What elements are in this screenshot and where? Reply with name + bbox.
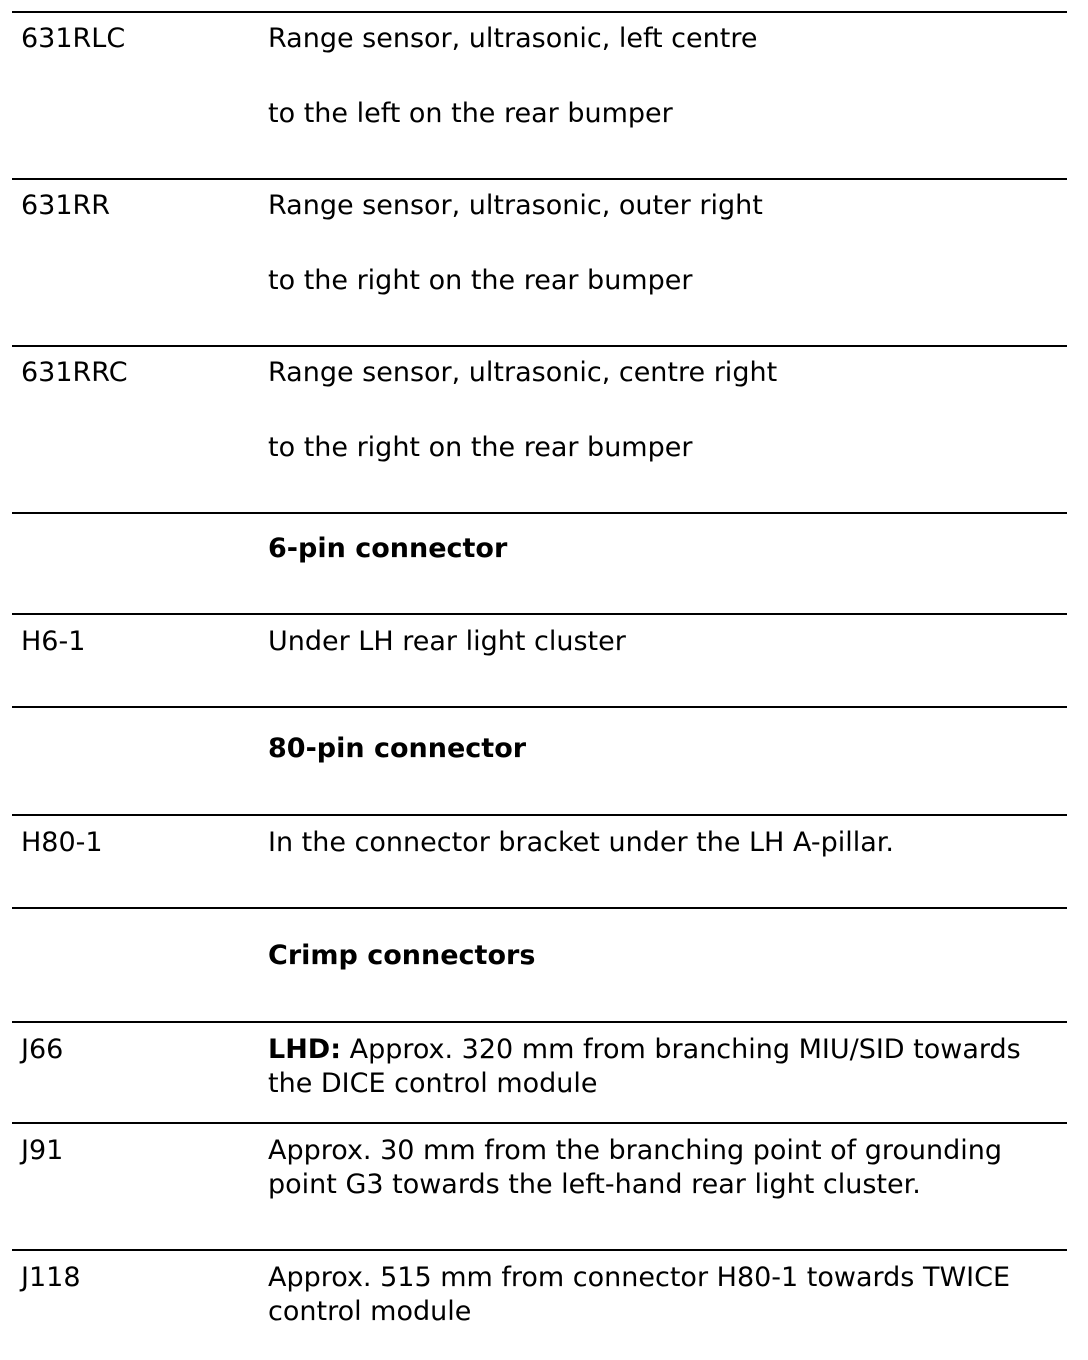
row-divider <box>12 1249 1067 1251</box>
component-code: 631RRC <box>21 357 128 388</box>
section-heading: 6-pin connector <box>268 533 508 564</box>
component-code: J118 <box>21 1262 81 1293</box>
row-divider <box>12 512 1067 514</box>
component-description: Approx. 30 mm from the branching point of grounding point G3 towards the left-hand rear light cluster. <box>268 1135 1003 1200</box>
row-divider <box>12 706 1067 708</box>
component-description: Under LH rear light cluster <box>268 626 626 657</box>
component-description: Range sensor, ultrasonic, outer right <box>268 190 763 221</box>
section-heading: 80-pin connector <box>268 733 527 764</box>
component-description: Range sensor, ultrasonic, left centre <box>268 23 758 54</box>
row-divider <box>12 1021 1067 1023</box>
description-text: Approx. 320 mm from branching MIU/SID towards the DICE control module <box>268 1034 1021 1099</box>
component-description <box>268 1033 1058 1101</box>
component-code: J66 <box>21 1034 64 1065</box>
component-location: to the right on the rear bumper <box>268 265 693 296</box>
component-code: H6-1 <box>21 626 86 657</box>
row-divider <box>12 345 1067 347</box>
row-divider <box>12 814 1067 816</box>
section-heading: Crimp connectors <box>268 940 536 971</box>
row-divider <box>12 178 1067 180</box>
component-code: 631RLC <box>21 23 126 54</box>
variant-prefix: LHD: <box>268 1034 342 1065</box>
component-code: J91 <box>21 1135 64 1166</box>
row-divider <box>12 11 1067 13</box>
component-code: H80-1 <box>21 827 103 858</box>
component-location: to the right on the rear bumper <box>268 432 693 463</box>
row-divider <box>12 613 1067 615</box>
row-divider <box>12 907 1067 909</box>
component-description: Range sensor, ultrasonic, centre right <box>268 357 778 388</box>
component-description: In the connector bracket under the LH A-pillar. <box>268 827 894 858</box>
row-divider <box>12 1122 1067 1124</box>
component-code: 631RR <box>21 190 111 221</box>
component-description: Approx. 515 mm from connector H80-1 towards TWICE control module <box>268 1262 1011 1327</box>
component-location: to the left on the rear bumper <box>268 98 673 129</box>
